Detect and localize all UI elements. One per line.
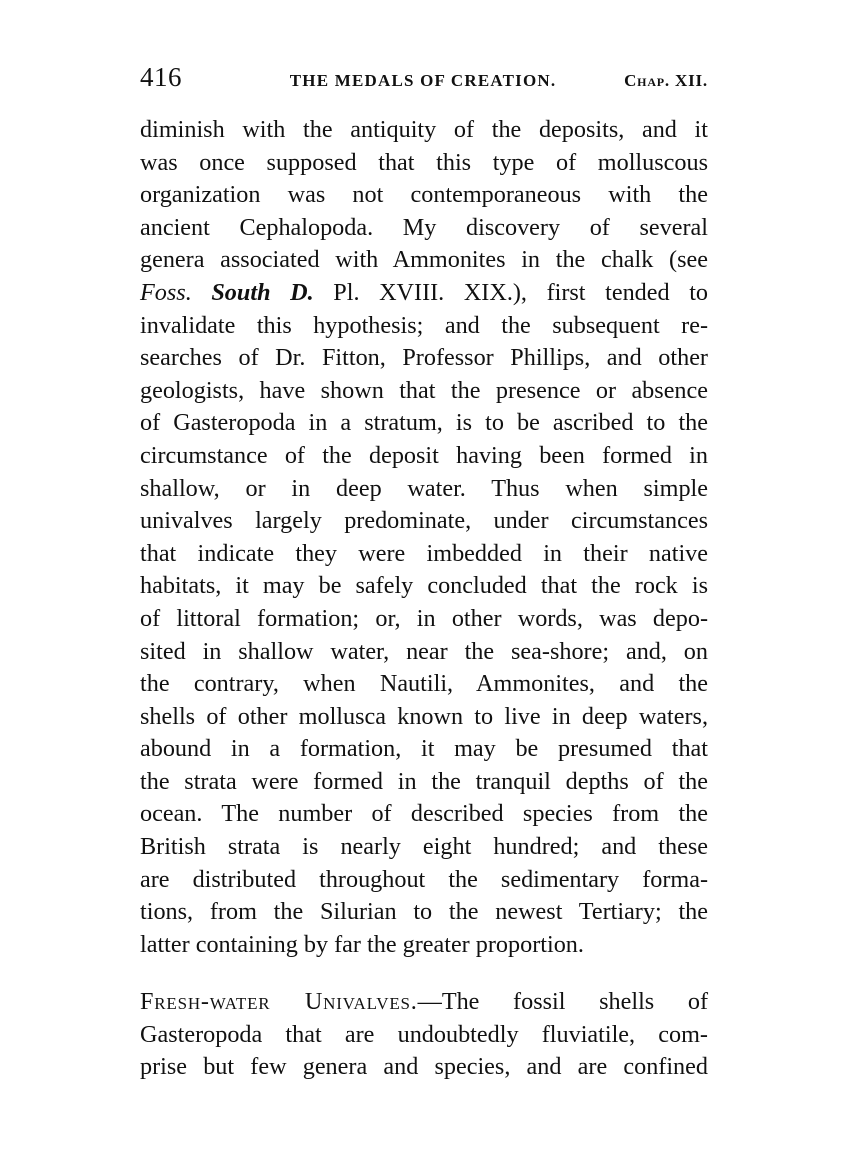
text-line: geologists, have shown that the presence or absence <box>140 376 708 404</box>
text-line-citation <box>140 277 708 310</box>
text-line: British strata is nearly eight hundred; and these <box>140 833 708 861</box>
paragraph-fresh-water-univalves <box>140 986 708 1084</box>
running-head <box>140 62 708 96</box>
text-line: of littoral formation; or, in other words, was depo- <box>140 604 708 632</box>
text-line: Gasteropoda that are undoubtedly fluviatile, com- <box>140 1020 708 1048</box>
text-line: the strata were formed in the tranquil depths of the <box>140 767 708 795</box>
text-line: genera associated with Ammonites in the chalk (see <box>140 246 708 274</box>
citation-foss: Foss. <box>140 278 192 306</box>
text-line: shallow, or in deep water. Thus when simple <box>140 474 708 502</box>
citation-south-d: South D. <box>211 278 314 306</box>
heading-continuation: —The fossil shells of <box>417 988 708 1015</box>
text-line: shells of other mollusca known to live in deep waters, <box>140 702 708 730</box>
text-line: latter containing by far the greater proportion. <box>140 930 584 958</box>
text-line: are distributed throughout the sedimentary forma- <box>140 865 708 893</box>
text-line: searches of Dr. Fitton, Professor Phillips, and other <box>140 344 708 372</box>
section-heading: Fresh-water Univalves. <box>140 988 418 1015</box>
text-line: organization was not contemporaneous with the <box>140 181 708 209</box>
text-line: abound in a formation, it may be presumed that <box>140 735 708 763</box>
text-line: invalidate this hypothesis; and the subsequent re- <box>140 311 708 339</box>
text-line: that indicate they were imbedded in their native <box>140 539 708 567</box>
text-line: was once supposed that this type of molluscous <box>140 148 708 176</box>
text-line: sited in shallow water, near the sea-shore; and, on <box>140 637 708 665</box>
running-title: THE MEDALS OF CREATION. <box>289 71 557 90</box>
text-line: ancient Cephalopoda. My discovery of several <box>140 213 708 241</box>
paragraph-gasteropoda-depth <box>140 114 708 961</box>
text-line: the contrary, when Nautili, Ammonites, and the <box>140 670 708 698</box>
text-line: prise but few genera and species, and are confined <box>140 1053 708 1081</box>
chapter-label: Chap. XII. <box>624 71 708 90</box>
citation-plates: Pl. XVIII. XIX.), first tended to <box>333 278 709 306</box>
text-line: circumstance of the deposit having been formed in <box>140 441 708 469</box>
text-line: of Gasteropoda in a stratum, is to be ascribed to the <box>140 409 708 437</box>
text-line: tions, from the Silurian to the newest Tertiary; the <box>140 898 708 926</box>
text-line: ocean. The number of described species from the <box>140 800 708 828</box>
text-line: habitats, it may be safely concluded that the rock is <box>140 572 708 600</box>
text-line: univalves largely predominate, under circumstances <box>140 507 708 535</box>
text-line: diminish with the antiquity of the deposits, and it <box>140 116 708 143</box>
text-line-heading <box>140 986 708 1019</box>
page-number: 416 <box>140 62 182 92</box>
